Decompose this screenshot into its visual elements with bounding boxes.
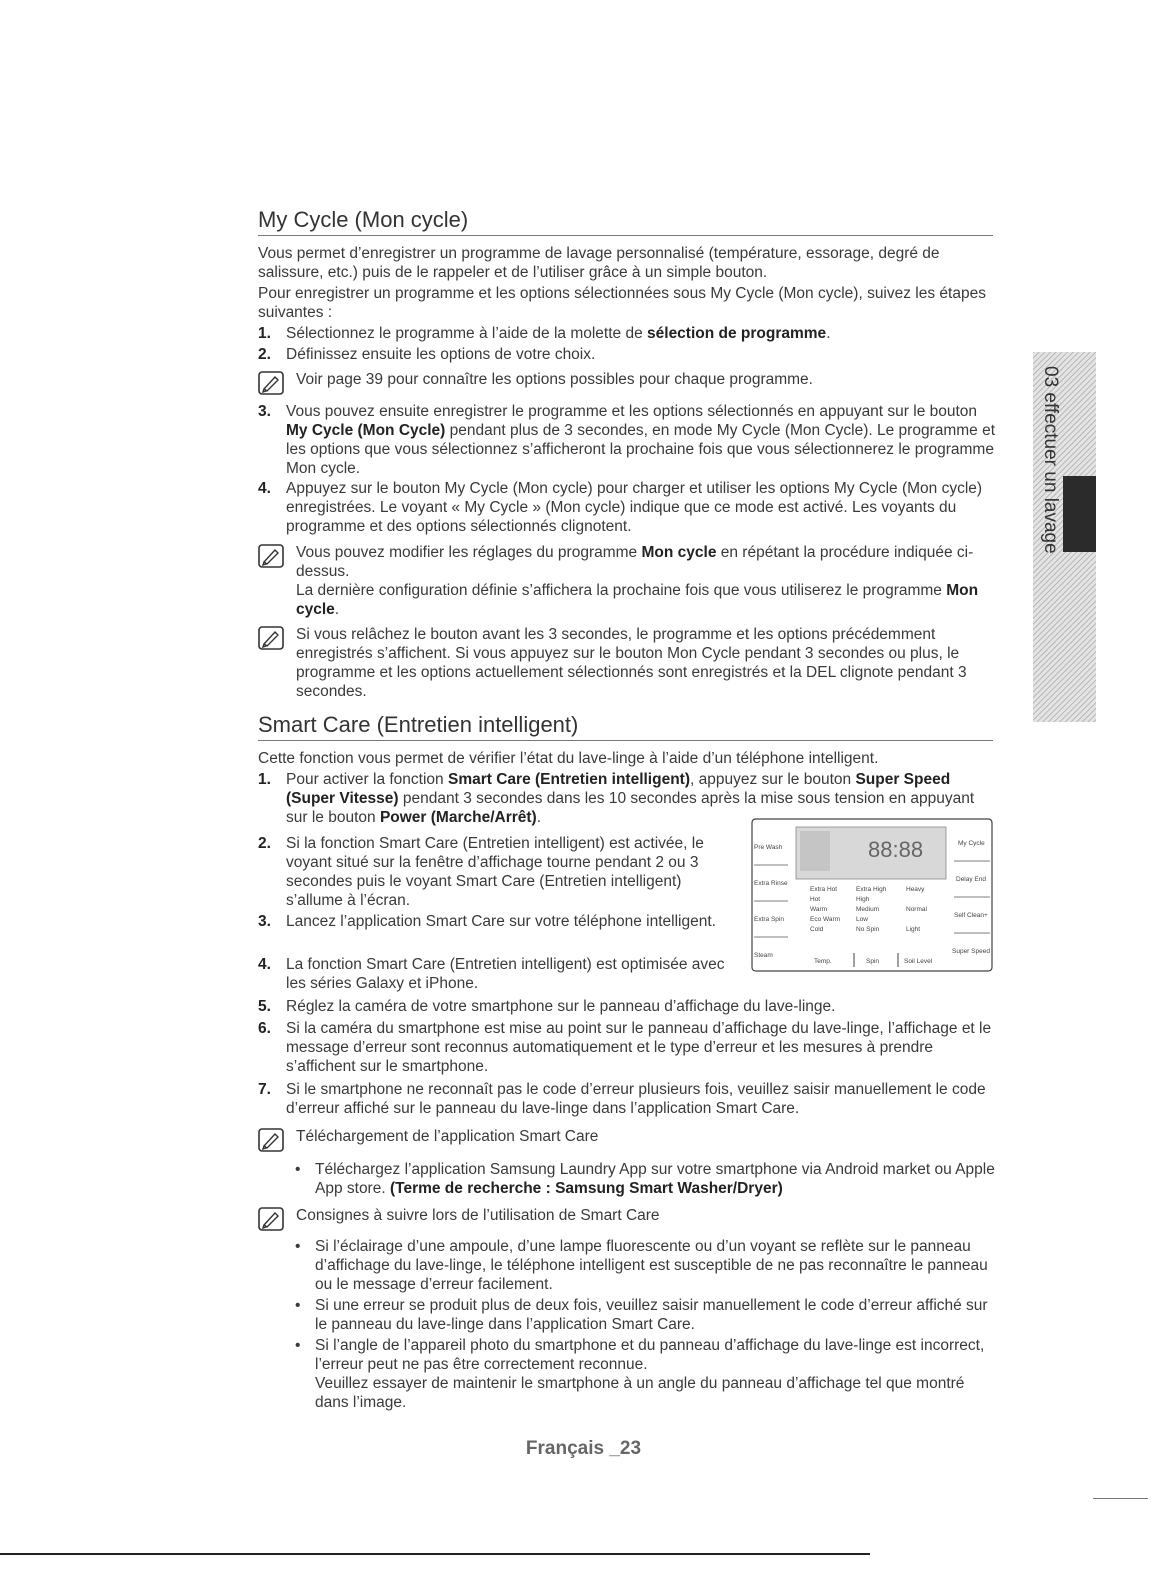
step-number: 2. (258, 346, 271, 363)
bullet-download (295, 1160, 995, 1198)
soil-option: Heavy (906, 886, 925, 893)
bullet-error-twice (295, 1296, 995, 1334)
step-text: Si la caméra du smartphone est mise au point sur le panneau d’affichage du lave-linge, l’affichage et le message d’erreur sont reconnus automatiquement et le type d’erreur et les mesures à prendre s’affichent sur le smartphone. (286, 1020, 992, 1075)
step-text: Vous pouvez ensuite enregistrer le programme et les options sélectionnés en appuyant sur le bouton My Cycle (Mon Cycle) pendant plus de 3 secondes, en mode My Cycle (Mon Cycle). Le programme et les options que vous sélectionnez s’afficheront la prochaine fois que vous sélectionnerez le programme Mon cycle. (286, 403, 996, 477)
control-panel-illustration (748, 817, 995, 977)
spin-option: Extra High (856, 886, 887, 893)
panel-btn-pre-wash: Pre Wash (754, 844, 783, 851)
bullet-lighting (295, 1237, 995, 1294)
step-text: Définissez ensuite les options de votre choix. (286, 346, 596, 363)
spin-option: No Spin (856, 926, 880, 933)
bottom-rule (0, 1553, 870, 1555)
panel-btn-my-cycle: My Cycle (958, 840, 985, 847)
bullet-text: Si une erreur se produit plus de deux fois, veuillez saisir manuellement le code d’erreur affiché sur le panneau du lave-linge dans l’application Smart Care. (315, 1297, 988, 1333)
my-cycle-step-4 (258, 479, 998, 536)
step-text: Sélectionnez le programme à l’aide de la molette de sélection de programme. (286, 325, 831, 342)
display-digits: 88:88 (868, 837, 924, 862)
smart-care-intro: Cette fonction vous permet de vérifier l’état du lave-linge à l’aide d’un téléphone intelligent. (258, 750, 879, 767)
panel-btn-extra-spin: Extra Spin (754, 916, 784, 923)
note-usage-instructions (258, 1206, 998, 1232)
bullet-dot: • (295, 1297, 301, 1314)
temp-option: Cold (810, 926, 824, 933)
soil-option: Light (906, 926, 921, 933)
corner-rule (1093, 1498, 1148, 1499)
bullet-angle (295, 1336, 995, 1412)
my-cycle-intro-2: Pour enregistrer un programme et les options sélectionnées sous My Cycle (Mon cycle), suivez les étapes suivantes : (258, 285, 986, 321)
step-text: Réglez la caméra de votre smartphone sur le panneau d’affichage du lave-linge. (286, 998, 836, 1015)
bullet-text: Si l’éclairage d’une ampoule, d’une lampe fluorescente ou d’un voyant se reflète sur le panneau d’affichage du lave-linge, le téléphone intelligent est susceptible de ne pas reconnaître le panneau ou le message d’erreur facilement. (315, 1238, 988, 1293)
section-title-my-cycle: My Cycle (Mon cycle) (258, 207, 993, 236)
bullet-text: Si l’angle de l’appareil photo du smartphone et du panneau d’affichage du lave-linge est incorrect, l’erreur peut ne pas être correctement reconnue. Veuillez essayer de maintenir le smartphone à un angle du panneau d’affichage tel que montré dans l’image. (315, 1337, 985, 1411)
panel-knob-spin: Spin (866, 958, 880, 965)
my-cycle-step-2 (258, 345, 998, 364)
panel-btn-self-clean: Self Clean+ (954, 912, 988, 919)
bullet-dot: • (295, 1161, 301, 1178)
spin-option: High (856, 896, 870, 903)
temp-option: Eco Warm (810, 916, 841, 923)
panel-btn-super-speed: Super Speed (952, 948, 990, 955)
page-footer: Français _23 (525, 1438, 642, 1459)
step-number: 7. (258, 1081, 271, 1098)
smart-care-step-4 (258, 955, 728, 993)
smart-care-step-5 (258, 997, 998, 1016)
note-text: Voir page 39 pour connaître les options possibles pour chaque programme. (296, 371, 813, 388)
temp-option: Hot (810, 896, 821, 903)
spin-option: Medium (856, 906, 880, 913)
panel-btn-delay-end: Delay End (956, 876, 986, 883)
smart-care-step-3 (258, 912, 728, 950)
step-number: 4. (258, 480, 271, 497)
note-text: Consignes à suivre lors de l’utilisation de Smart Care (296, 1207, 660, 1224)
chapter-side-tab (1033, 352, 1096, 722)
smart-care-step-7 (258, 1080, 998, 1118)
note-text: Vous pouvez modifier les réglages du programme Mon cycle en répétant la procédure indiquée ci-dessus. La dernière configuration définie s’affichera la prochaine fois que vous utiliserez le programme Mon cycle. (296, 544, 979, 618)
step-text: Lancez l’application Smart Care sur votre téléphone intelligent. (286, 913, 716, 930)
bullet-dot: • (295, 1337, 301, 1354)
note-icon (258, 1207, 284, 1231)
note-modify-my-cycle (258, 543, 998, 619)
my-cycle-intro-1: Vous permet d’enregistrer un programme de lavage personnalisé (température, essorage, degré de salissure, etc.) puis de le rappeler et de l’utiliser grâce à un simple bouton. (258, 245, 940, 281)
step-text: Pour activer la fonction Smart Care (Entretien intelligent), appuyez sur le bouton Super Speed (Super Vitesse) pendant 3 secondes dans les 10 secondes après la mise sous tension en appuyant sur le bouton Power (Marche/Arrêt). (286, 771, 975, 826)
bullet-dot: • (295, 1238, 301, 1255)
note-text: Si vous relâchez le bouton avant les 3 secondes, le programme et les options précédemment enregistrés s’affichent. Si vous appuyez sur le bouton Mon Cycle pendant 3 secondes ou plus, le programme et les options actuellement sélectionnés sont enregistrés et la DEL clignote pendant 3 secondes. (296, 626, 967, 700)
my-cycle-step-3 (258, 402, 998, 478)
smart-care-step-2 (258, 834, 728, 910)
spin-option: Low (856, 916, 868, 923)
panel-btn-extra-rinse: Extra Rinse (754, 880, 788, 887)
panel-knob-soil: Soil Level (904, 958, 933, 965)
step-number: 5. (258, 998, 271, 1015)
soil-option: Normal (906, 906, 927, 913)
note-text: Téléchargement de l’application Smart Care (296, 1128, 599, 1145)
note-icon (258, 544, 284, 568)
note-page-39 (258, 370, 998, 396)
note-release-button (258, 625, 998, 701)
section-title-smart-care: Smart Care (Entretien intelligent) (258, 712, 993, 741)
step-number: 3. (258, 403, 271, 420)
my-cycle-step-1 (258, 324, 998, 343)
step-number: 6. (258, 1020, 271, 1037)
step-text: Appuyez sur le bouton My Cycle (Mon cycle) pour charger et utiliser les options My Cycle (Mon cycle) enregistrées. Le voyant « My Cycle » (Mon cycle) indique que ce mode est activé. Les voyants du programme et des options sélectionnés clignotent. (286, 480, 983, 535)
panel-knob-temp: Temp. (814, 958, 832, 965)
step-number: 1. (258, 325, 271, 342)
note-icon (258, 1128, 284, 1152)
chapter-label: 03 effectuer un lavage (1040, 366, 1061, 554)
note-icon (258, 626, 284, 650)
step-text: Si la fonction Smart Care (Entretien intelligent) est activée, le voyant situé sur la fenêtre d’affichage tourne pendant 2 ou 3 secondes puis le voyant Smart Care (Entretien intelligent) s’allume à l’écran. (286, 835, 704, 909)
panel-btn-steam: Steam (754, 952, 773, 959)
bullet-text: Téléchargez l’application Samsung Laundry App sur votre smartphone via Android market ou Apple App store. (Terme de recherche : Samsung Smart Washer/Dryer) (315, 1161, 995, 1197)
temp-option: Extra Hot (810, 886, 838, 893)
smart-care-step-6 (258, 1019, 998, 1076)
temp-option: Warm (810, 906, 828, 913)
step-text: Si le smartphone ne reconnaît pas le code d’erreur plusieurs fois, veuillez saisir manuellement le code d’erreur affiché sur le panneau du lave-linge dans l’application Smart Care. (286, 1081, 986, 1117)
note-download-app (258, 1127, 998, 1153)
step-text: La fonction Smart Care (Entretien intelligent) est optimisée avec les séries Galaxy et iPhone. (286, 956, 725, 992)
note-icon (258, 371, 284, 395)
step-number: 2. (258, 835, 271, 852)
step-number: 4. (258, 956, 271, 973)
step-number: 1. (258, 771, 271, 788)
step-number: 3. (258, 913, 271, 930)
